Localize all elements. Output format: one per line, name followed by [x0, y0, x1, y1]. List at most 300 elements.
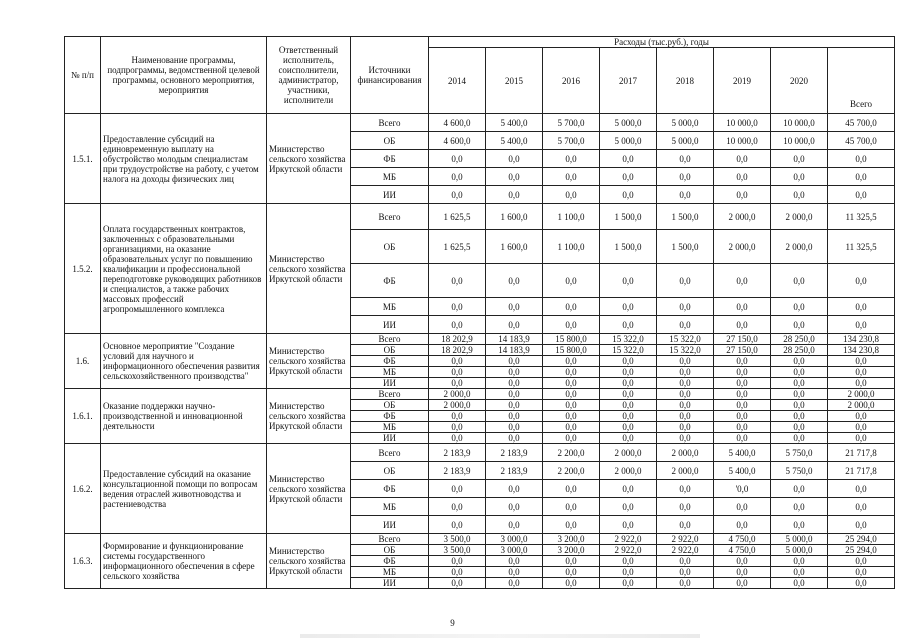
funding-source: ОБ [351, 545, 429, 556]
year-value: 0,0 [543, 264, 600, 298]
funding-source: ОБ [351, 345, 429, 356]
year-value: 3 200,0 [543, 545, 600, 556]
year-value: 2 183,9 [486, 462, 543, 480]
year-value: 0,0 [486, 316, 543, 334]
year-value: 10 000,0 [771, 132, 828, 150]
year-value: 2 000,0 [657, 462, 714, 480]
header-year: 2020 [771, 48, 828, 114]
year-value: 5 400,0 [714, 444, 771, 462]
year-value: 0,0 [429, 316, 486, 334]
year-value: 15 322,0 [600, 334, 657, 345]
year-value: 0,0 [429, 578, 486, 589]
year-value: 0,0 [771, 367, 828, 378]
header-year: 2016 [543, 48, 600, 114]
funding-source: МБ [351, 298, 429, 316]
year-value: 0,0 [429, 411, 486, 422]
total-value: 0,0 [828, 356, 895, 367]
year-value: 0,0 [486, 433, 543, 444]
year-value: 0,0 [486, 567, 543, 578]
year-value: 0,0 [486, 298, 543, 316]
year-value: 0,0 [714, 298, 771, 316]
year-value: 15 800,0 [543, 345, 600, 356]
item-name: Оплата государственных контрактов, заключенных с образовательными организациями, на оказание образовательных услуг по повышению квалификации и профессиональной переподготовке руководящих работников и специалистов, а также рабочих массовых профессий агропромышленного комплекса [101, 204, 267, 334]
year-value: 5 400,0 [486, 132, 543, 150]
year-value: 5 400,0 [714, 462, 771, 480]
header-year: 2018 [657, 48, 714, 114]
year-value: 0,0 [657, 367, 714, 378]
year-value: 0,0 [429, 186, 486, 204]
year-value: 0,0 [771, 186, 828, 204]
item-code: 1.5.1. [65, 114, 101, 204]
year-value: 0,0 [771, 264, 828, 298]
year-value: 0,0 [429, 367, 486, 378]
year-value: 0,0 [714, 378, 771, 389]
total-value: 134 230,8 [828, 334, 895, 345]
funding-source: Всего [351, 334, 429, 345]
year-value: 0,0 [771, 316, 828, 334]
year-value: 0,0 [771, 498, 828, 516]
year-value: 0,0 [600, 186, 657, 204]
year-value: 0,0 [714, 150, 771, 168]
year-value: 2 922,0 [600, 545, 657, 556]
year-value: 1 625,5 [429, 204, 486, 230]
year-value: 0,0 [657, 168, 714, 186]
year-value: 0,0 [714, 556, 771, 567]
year-value: 0,0 [657, 578, 714, 589]
item-code: 1.6.2. [65, 444, 101, 534]
total-value: 0,0 [828, 556, 895, 567]
total-value: 0,0 [828, 480, 895, 498]
year-value: 28 250,0 [771, 345, 828, 356]
year-value: 0,0 [600, 433, 657, 444]
page-number: 9 [450, 618, 455, 628]
year-value: 0,0 [771, 400, 828, 411]
year-value: 0,0 [771, 433, 828, 444]
item-name: Формирование и функционирование системы государственного информационного обеспечения в сфере сельского хозяйства [101, 534, 267, 589]
year-value: 0,0 [543, 578, 600, 589]
year-value: '0,0 [714, 480, 771, 498]
year-value: 0,0 [600, 422, 657, 433]
year-value: 0,0 [657, 498, 714, 516]
year-value: 0,0 [714, 316, 771, 334]
header-year: 2014 [429, 48, 486, 114]
header-year: 2015 [486, 48, 543, 114]
year-value: 0,0 [543, 356, 600, 367]
year-value: 2 000,0 [600, 462, 657, 480]
funding-source: ФБ [351, 264, 429, 298]
year-value: 1 100,0 [543, 230, 600, 264]
year-value: 0,0 [543, 298, 600, 316]
year-value: 2 000,0 [657, 444, 714, 462]
item-code: 1.6.1. [65, 389, 101, 444]
year-value: 0,0 [600, 498, 657, 516]
year-value: 2 000,0 [429, 389, 486, 400]
year-value: 2 200,0 [543, 444, 600, 462]
item-name: Оказание поддержки научно-производственной и инновационной деятельности [101, 389, 267, 444]
item-code: 1.6. [65, 334, 101, 389]
year-value: 0,0 [429, 516, 486, 534]
total-value: 0,0 [828, 433, 895, 444]
year-value: 0,0 [714, 186, 771, 204]
year-value: 0,0 [714, 516, 771, 534]
year-value: 4 600,0 [429, 114, 486, 132]
year-value: 0,0 [714, 264, 771, 298]
item-executor: Министерство сельского хозяйства Иркутской области [267, 534, 351, 589]
total-value: 25 294,0 [828, 534, 895, 545]
funding-source: ИИ [351, 378, 429, 389]
year-value: 5 700,0 [543, 114, 600, 132]
year-value: 0,0 [657, 411, 714, 422]
total-value: 0,0 [828, 298, 895, 316]
year-value: 0,0 [429, 168, 486, 186]
year-value: 0,0 [486, 411, 543, 422]
year-value: 0,0 [657, 356, 714, 367]
year-value: 0,0 [543, 367, 600, 378]
year-value: 0,0 [600, 264, 657, 298]
item-name: Основное мероприятие "Создание условий для научного и информационного обеспечения развития сельскохозяйственного производства" [101, 334, 267, 389]
year-value: 0,0 [600, 400, 657, 411]
year-value: 4 750,0 [714, 534, 771, 545]
year-value: 0,0 [486, 150, 543, 168]
year-value: 0,0 [771, 422, 828, 433]
year-value: 2 000,0 [429, 400, 486, 411]
year-value: 0,0 [714, 433, 771, 444]
total-value: 45 700,0 [828, 132, 895, 150]
funding-source: ОБ [351, 132, 429, 150]
year-value: 1 500,0 [600, 230, 657, 264]
funding-source: ФБ [351, 411, 429, 422]
year-value: 0,0 [486, 480, 543, 498]
total-value: 0,0 [828, 578, 895, 589]
year-value: 0,0 [657, 480, 714, 498]
year-value: 5 000,0 [600, 132, 657, 150]
budget-table [64, 36, 895, 589]
year-value: 0,0 [486, 400, 543, 411]
item-code: 1.6.3. [65, 534, 101, 589]
year-value: 2 000,0 [600, 444, 657, 462]
year-value: 14 183,9 [486, 345, 543, 356]
year-value: 0,0 [543, 480, 600, 498]
total-value: 21 717,8 [828, 462, 895, 480]
year-value: 0,0 [429, 567, 486, 578]
year-value: 0,0 [486, 264, 543, 298]
item-executor: Министерство сельского хозяйства Иркутской области [267, 444, 351, 534]
funding-source: ФБ [351, 480, 429, 498]
header-total: Всего [828, 48, 895, 114]
item-executor: Министерство сельского хозяйства Иркутской области [267, 114, 351, 204]
header-year: 2017 [600, 48, 657, 114]
year-value: 0,0 [657, 389, 714, 400]
year-value: 1 600,0 [486, 230, 543, 264]
year-value: 0,0 [543, 378, 600, 389]
funding-source: ФБ [351, 356, 429, 367]
year-value: 0,0 [486, 498, 543, 516]
year-value: 0,0 [771, 567, 828, 578]
year-value: 2 200,0 [543, 462, 600, 480]
year-value: 1 600,0 [486, 204, 543, 230]
table-row [65, 334, 895, 345]
year-value: 3 200,0 [543, 534, 600, 545]
year-value: 0,0 [600, 367, 657, 378]
year-value: 0,0 [714, 422, 771, 433]
header-year: 2019 [714, 48, 771, 114]
funding-source: ОБ [351, 230, 429, 264]
funding-source: МБ [351, 168, 429, 186]
funding-source: ФБ [351, 556, 429, 567]
year-value: 0,0 [600, 578, 657, 589]
year-value: 2 922,0 [600, 534, 657, 545]
year-value: 0,0 [543, 186, 600, 204]
year-value: 0,0 [429, 356, 486, 367]
year-value: 0,0 [714, 168, 771, 186]
year-value: 0,0 [429, 422, 486, 433]
funding-source: МБ [351, 367, 429, 378]
year-value: 15 322,0 [600, 345, 657, 356]
year-value: 0,0 [543, 556, 600, 567]
year-value: 0,0 [543, 389, 600, 400]
year-value: 0,0 [657, 316, 714, 334]
year-value: 0,0 [600, 567, 657, 578]
year-value: 0,0 [600, 316, 657, 334]
item-executor: Министерство сельского хозяйства Иркутской области [267, 334, 351, 389]
total-value: 0,0 [828, 264, 895, 298]
year-value: 5 750,0 [771, 444, 828, 462]
total-value: 0,0 [828, 498, 895, 516]
year-value: 0,0 [429, 480, 486, 498]
year-value: 1 500,0 [657, 230, 714, 264]
total-value: 2 000,0 [828, 400, 895, 411]
year-value: 0,0 [714, 567, 771, 578]
year-value: 1 500,0 [657, 204, 714, 230]
funding-source: МБ [351, 567, 429, 578]
total-value: 0,0 [828, 186, 895, 204]
year-value: 0,0 [657, 556, 714, 567]
year-value: 2 000,0 [714, 204, 771, 230]
year-value: 0,0 [543, 433, 600, 444]
year-value: 0,0 [543, 400, 600, 411]
year-value: 0,0 [657, 378, 714, 389]
year-value: 0,0 [600, 298, 657, 316]
item-code: 1.5.2. [65, 204, 101, 334]
year-value: 0,0 [543, 316, 600, 334]
year-value: 2 183,9 [429, 444, 486, 462]
year-value: 2 922,0 [657, 534, 714, 545]
year-value: 2 000,0 [771, 204, 828, 230]
total-value: 25 294,0 [828, 545, 895, 556]
year-value: 1 625,5 [429, 230, 486, 264]
year-value: 10 000,0 [771, 114, 828, 132]
year-value: 0,0 [600, 356, 657, 367]
year-value: 0,0 [714, 400, 771, 411]
year-value: 3 000,0 [486, 545, 543, 556]
year-value: 0,0 [486, 556, 543, 567]
item-executor: Министерство сельского хозяйства Иркутской области [267, 389, 351, 444]
table-row [65, 389, 895, 400]
year-value: 0,0 [600, 411, 657, 422]
total-value: 11 325,5 [828, 204, 895, 230]
year-value: 0,0 [429, 298, 486, 316]
year-value: 0,0 [771, 150, 828, 168]
year-value: 5 400,0 [486, 114, 543, 132]
year-value: 0,0 [600, 480, 657, 498]
year-value: 0,0 [771, 168, 828, 186]
year-value: 0,0 [486, 356, 543, 367]
funding-source: ОБ [351, 462, 429, 480]
year-value: 0,0 [657, 150, 714, 168]
year-value: 5 000,0 [600, 114, 657, 132]
year-value: 0,0 [486, 578, 543, 589]
year-value: 0,0 [543, 567, 600, 578]
total-value: 0,0 [828, 422, 895, 433]
funding-source: ОБ [351, 400, 429, 411]
year-value: 18 202,9 [429, 334, 486, 345]
header-name: Наименование программы, подпрограммы, ведомственной целевой программы, основного мероприятия, мероприятия [101, 37, 267, 114]
funding-source: Всего [351, 444, 429, 462]
year-value: 0,0 [714, 389, 771, 400]
item-name: Предоставление субсидий на единовременную выплату на обустройство молодым специалистам при трудоустройстве на работу, с учетом налога на доходы физических лиц [101, 114, 267, 204]
year-value: 3 000,0 [486, 534, 543, 545]
year-value: 5 700,0 [543, 132, 600, 150]
total-value: 134 230,8 [828, 345, 895, 356]
year-value: 0,0 [543, 516, 600, 534]
funding-source: ИИ [351, 516, 429, 534]
year-value: 18 202,9 [429, 345, 486, 356]
year-value: 0,0 [429, 498, 486, 516]
total-value: 0,0 [828, 411, 895, 422]
year-value: 10 000,0 [714, 114, 771, 132]
year-value: 3 500,0 [429, 534, 486, 545]
year-value: 15 800,0 [543, 334, 600, 345]
funding-source: Всего [351, 389, 429, 400]
year-value: 0,0 [543, 422, 600, 433]
year-value: 0,0 [771, 411, 828, 422]
total-value: 0,0 [828, 367, 895, 378]
year-value: 10 000,0 [714, 132, 771, 150]
funding-source: Всего [351, 114, 429, 132]
year-value: 0,0 [714, 578, 771, 589]
year-value: 28 250,0 [771, 334, 828, 345]
year-value: 0,0 [600, 389, 657, 400]
total-value: 0,0 [828, 567, 895, 578]
year-value: 3 500,0 [429, 545, 486, 556]
year-value: 0,0 [600, 516, 657, 534]
funding-source: ФБ [351, 150, 429, 168]
year-value: 0,0 [657, 422, 714, 433]
year-value: 0,0 [486, 168, 543, 186]
funding-source: ИИ [351, 186, 429, 204]
year-value: 0,0 [600, 150, 657, 168]
year-value: 0,0 [714, 411, 771, 422]
year-value: 0,0 [486, 516, 543, 534]
year-value: 0,0 [429, 150, 486, 168]
year-value: 0,0 [429, 433, 486, 444]
header-executor: Ответственный исполнитель, соисполнители, администратор, участники, исполнители [267, 37, 351, 114]
total-value: 0,0 [828, 168, 895, 186]
year-value: 1 500,0 [600, 204, 657, 230]
year-value: 0,0 [486, 186, 543, 204]
year-value: 5 000,0 [771, 545, 828, 556]
year-value: 0,0 [543, 498, 600, 516]
year-value: 0,0 [771, 356, 828, 367]
funding-source: МБ [351, 498, 429, 516]
header-expenses: Расходы (тыс.руб.), годы [429, 37, 895, 48]
year-value: 0,0 [657, 433, 714, 444]
year-value: 4 750,0 [714, 545, 771, 556]
year-value: 0,0 [657, 186, 714, 204]
year-value: 5 000,0 [657, 132, 714, 150]
year-value: 0,0 [714, 367, 771, 378]
year-value: 0,0 [600, 378, 657, 389]
year-value: 0,0 [543, 411, 600, 422]
year-value: 27 150,0 [714, 334, 771, 345]
year-value: 0,0 [714, 356, 771, 367]
year-value: 0,0 [657, 567, 714, 578]
funding-source: МБ [351, 422, 429, 433]
total-value: 45 700,0 [828, 114, 895, 132]
year-value: 5 000,0 [657, 114, 714, 132]
year-value: 0,0 [429, 378, 486, 389]
year-value: 2 922,0 [657, 545, 714, 556]
total-value: 0,0 [828, 316, 895, 334]
year-value: 0,0 [429, 264, 486, 298]
total-value: 0,0 [828, 150, 895, 168]
table-row [65, 204, 895, 230]
year-value: 0,0 [657, 298, 714, 316]
year-value: 0,0 [771, 298, 828, 316]
year-value: 0,0 [657, 264, 714, 298]
year-value: 15 322,0 [657, 345, 714, 356]
year-value: 2 000,0 [771, 230, 828, 264]
funding-source: ИИ [351, 578, 429, 589]
footer-text-faint [300, 634, 700, 638]
header-num: № п/п [65, 37, 101, 114]
year-value: 14 183,9 [486, 334, 543, 345]
year-value: 27 150,0 [714, 345, 771, 356]
year-value: 0,0 [486, 378, 543, 389]
year-value: 0,0 [714, 498, 771, 516]
year-value: 0,0 [771, 389, 828, 400]
year-value: 0,0 [600, 556, 657, 567]
year-value: 4 600,0 [429, 132, 486, 150]
table-body [65, 114, 895, 589]
year-value: 2 000,0 [714, 230, 771, 264]
total-value: 0,0 [828, 516, 895, 534]
total-value: 0,0 [828, 378, 895, 389]
funding-source: Всего [351, 534, 429, 545]
table-row [65, 534, 895, 545]
table-row [65, 114, 895, 132]
header-source: Источники финансирования [351, 37, 429, 114]
year-value: 0,0 [600, 168, 657, 186]
year-value: 0,0 [486, 389, 543, 400]
budget-table-sheet [64, 36, 895, 589]
year-value: 2 183,9 [486, 444, 543, 462]
year-value: 1 100,0 [543, 204, 600, 230]
total-value: 2 000,0 [828, 389, 895, 400]
year-value: 0,0 [543, 168, 600, 186]
year-value: 0,0 [486, 367, 543, 378]
year-value: 5 750,0 [771, 462, 828, 480]
year-value: 0,0 [657, 516, 714, 534]
funding-source: Всего [351, 204, 429, 230]
item-name: Предоставление субсидий на оказание консультационной помощи по вопросам ведения отраслей животноводства и растениеводства [101, 444, 267, 534]
year-value: 0,0 [657, 400, 714, 411]
year-value: 2 183,9 [429, 462, 486, 480]
funding-source: ИИ [351, 316, 429, 334]
year-value: 0,0 [771, 480, 828, 498]
year-value: 0,0 [771, 378, 828, 389]
item-executor: Министерство сельского хозяйства Иркутской области [267, 204, 351, 334]
